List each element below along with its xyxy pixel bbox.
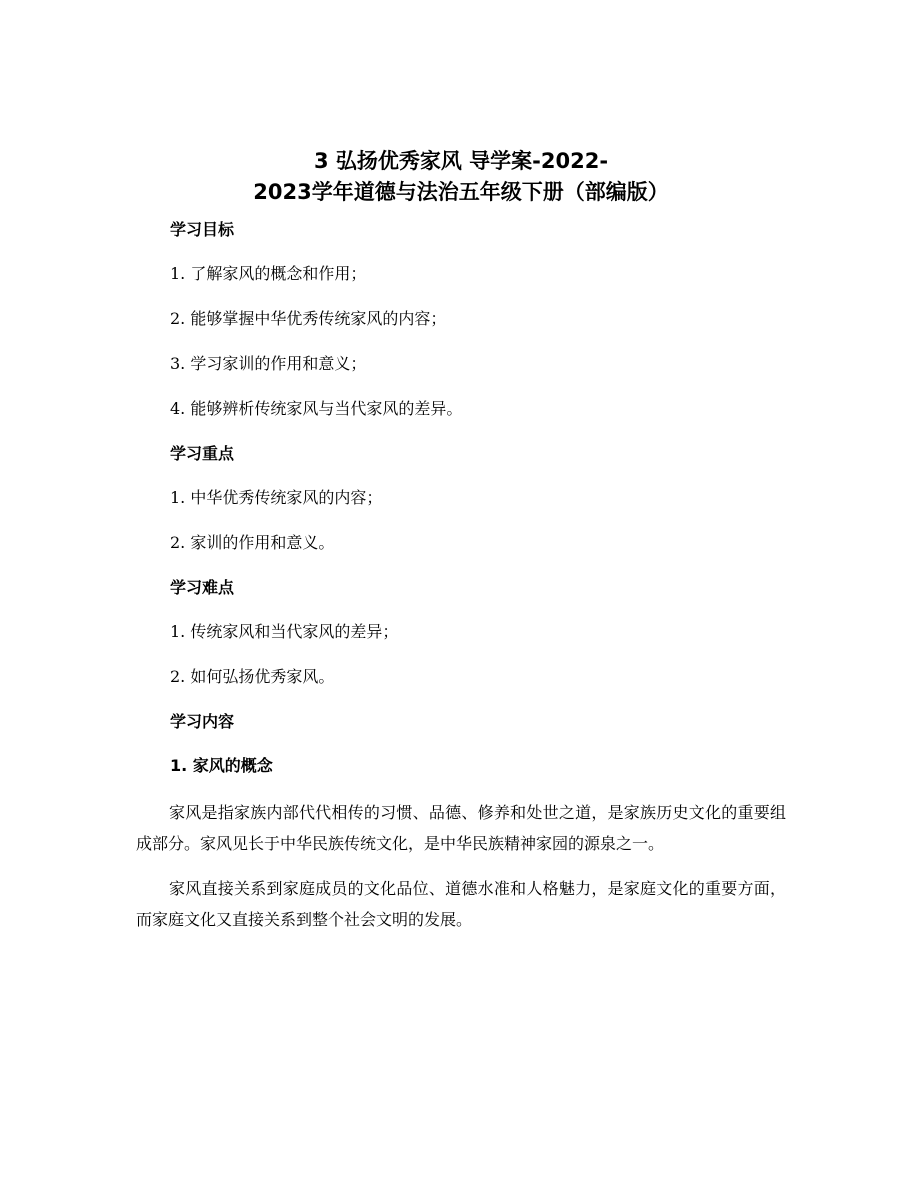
title-line-2: 2023学年道德与法治五年级下册（部编版） — [253, 180, 669, 204]
body-paragraph: 家风直接关系到家庭成员的文化品位、道德水准和人格魅力，是家庭文化的重要方面，而家庭文化又直接关系到整个社会文明的发展。 — [136, 879, 786, 929]
list-item: 1. 传统家风和当代家风的差异； — [170, 622, 399, 641]
list-item: 2. 能够掌握中华优秀传统家风的内容； — [170, 309, 447, 328]
list-item: 4. 能够辨析传统家风与当代家风的差异。 — [170, 399, 463, 418]
content-heading: 学习内容 — [170, 712, 235, 731]
section-heading: 学习目标 — [170, 220, 235, 239]
section-objectives — [136, 218, 786, 421]
content-subheading: 1. 家风的概念 — [170, 756, 273, 775]
body-paragraph: 家风是指家族内部代代相传的习惯、品德、修养和处世之道，是家族历史文化的重要组成部分。家风见长于中华民族传统文化，是中华民族精神家园的源泉之一。 — [136, 803, 786, 853]
list-item: 2. 如何弘扬优秀家风。 — [170, 667, 335, 686]
section-heading: 学习难点 — [170, 578, 235, 597]
list-item: 3. 学习家训的作用和意义； — [170, 354, 367, 373]
section-content — [136, 710, 786, 935]
section-heading: 学习重点 — [170, 444, 235, 463]
title-line-1: 3 弘扬优秀家风 导学案-2022- — [313, 149, 609, 173]
section-difficulties — [136, 576, 786, 689]
section-key-points — [136, 442, 786, 555]
list-item: 2. 家训的作用和意义。 — [170, 533, 335, 552]
list-item: 1. 了解家风的概念和作用； — [170, 264, 367, 283]
document-title — [136, 146, 786, 208]
list-item: 1. 中华优秀传统家风的内容； — [170, 488, 383, 507]
document-body — [136, 218, 786, 949]
